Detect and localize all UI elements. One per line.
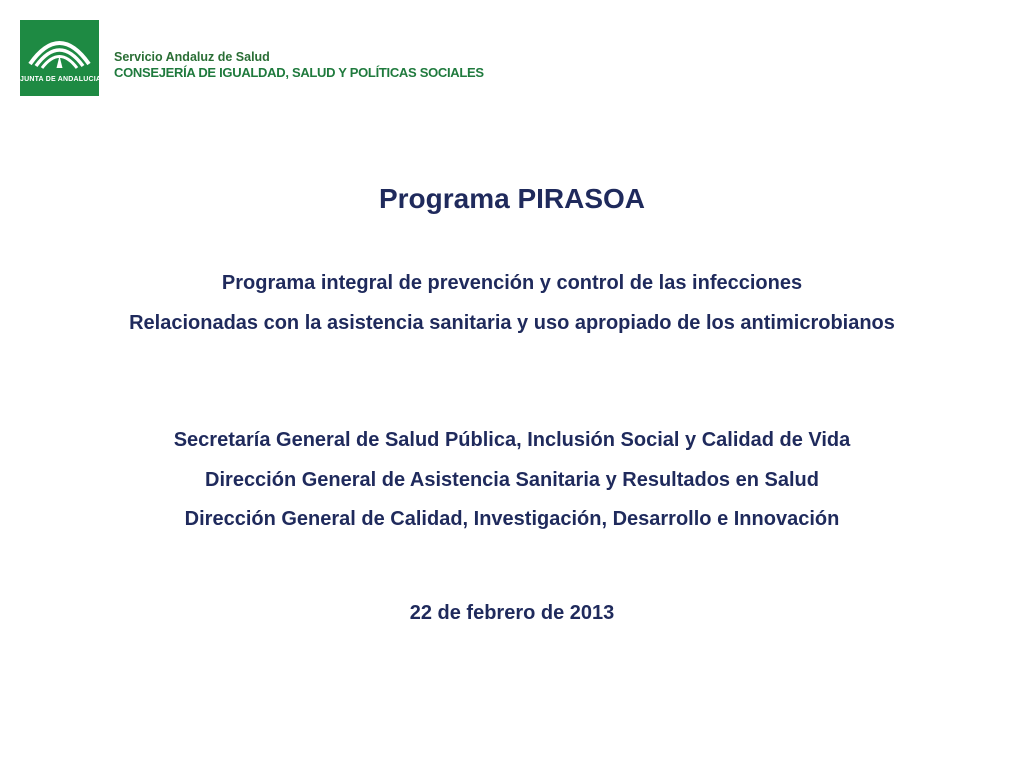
subtitle-line-2: Relacionadas con la asistencia sanitaria y uso apropiado de los antimicrobianos (129, 312, 895, 334)
organization-header (114, 50, 484, 81)
organization-line-2: Dirección General de Asistencia Sanitaria y Resultados en Salud (205, 469, 819, 491)
org-name-line1: Servicio Andaluz de Salud (114, 50, 270, 64)
logo-caption: JUNTA DE ANDALUCIA (20, 76, 102, 83)
org-name-line2: CONSEJERÍA DE IGUALDAD, SALUD Y POLÍTICAS SOCIALES (114, 65, 484, 80)
slide-date: 22 de febrero de 2013 (409, 602, 615, 624)
slide-title: Programa PIRASOA (378, 183, 646, 214)
junta-de-andalucia-logo (20, 20, 102, 96)
arch-emblem-icon (20, 20, 102, 96)
organization-line-3: Dirección General de Calidad, Investigación, Desarrollo e Innovación (184, 508, 840, 530)
subtitle-line-1: Programa integral de prevención y control de las infecciones (221, 272, 803, 294)
organization-line-1: Secretaría General de Salud Pública, Inclusión Social y Calidad de Vida (173, 429, 851, 451)
